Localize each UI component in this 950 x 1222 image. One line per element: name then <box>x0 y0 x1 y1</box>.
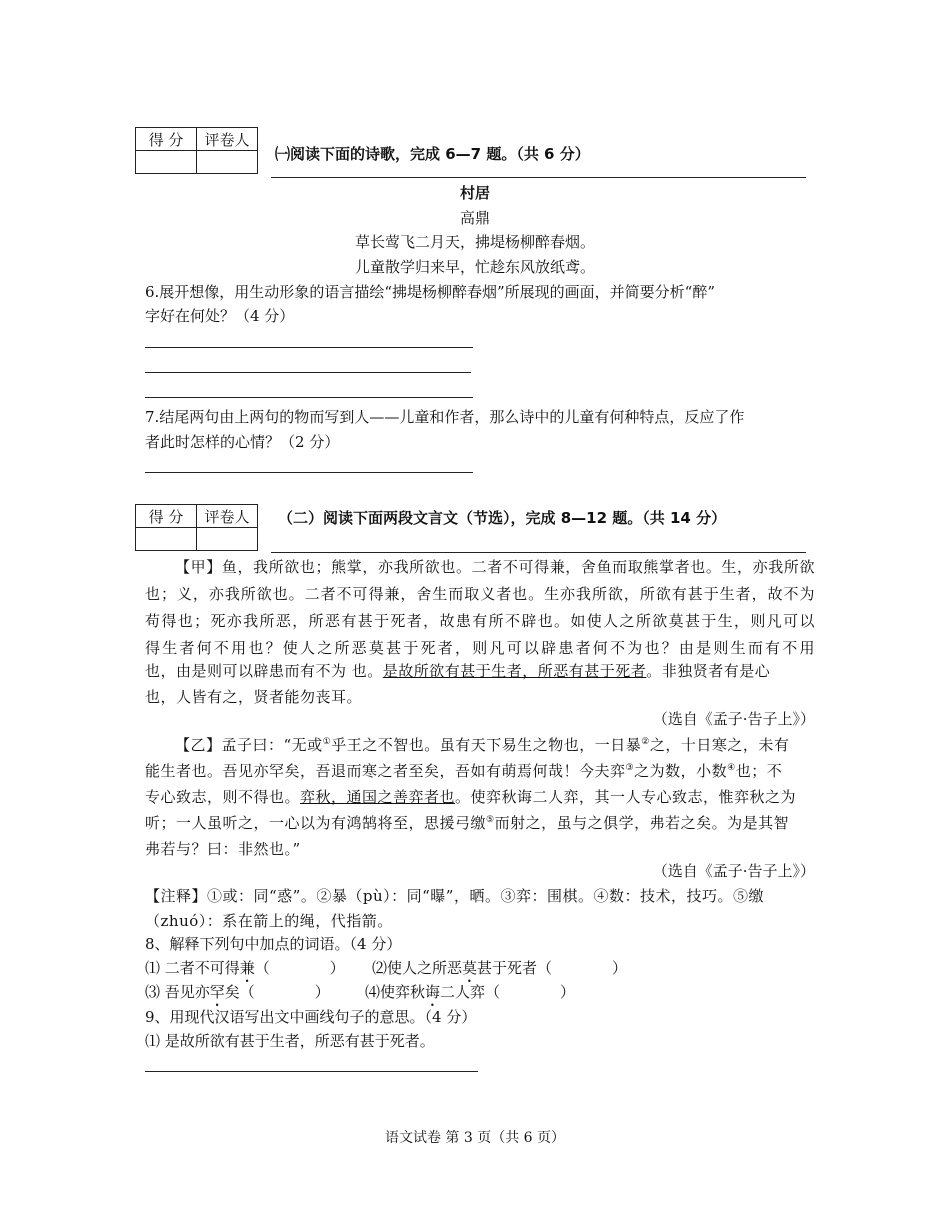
section2-rule <box>271 552 806 553</box>
score-table-2 <box>135 504 258 551</box>
yi-text: 能生者也。吾见亦罕矣，吾退而寒之者至矣，吾如有萌焉何哉！今夫弈③之为数，小数④也；不 <box>145 762 783 780</box>
score-label: 得 分 <box>136 128 197 151</box>
q8-item-1: ⑴ 二者不可得兼（ ） <box>145 959 345 977</box>
answer-line[interactable] <box>145 372 471 373</box>
grader-cell[interactable] <box>197 528 258 551</box>
grader-label: 评卷人 <box>197 128 258 151</box>
q6-text: 字好在何处？（4 分） <box>145 307 295 325</box>
section1-rule <box>271 177 806 178</box>
answer-line[interactable] <box>145 347 473 348</box>
q8-item-2: ⑵使人之所恶莫甚于死者（ ） <box>372 959 628 977</box>
score-label: 得 分 <box>136 505 197 528</box>
dotted-word: 诲 <box>425 983 441 1001</box>
source-yi: （选自《孟子·告子上》） <box>652 862 815 880</box>
q9-item-1: ⑴ 是故所欲有甚于生者，所恶有甚于死者。 <box>145 1032 435 1050</box>
q7-text: 7.结尾两句由上两句的物而写到人——儿童和作者，那么诗中的儿童有何种特点，反应了作 <box>145 408 745 426</box>
score-cell[interactable] <box>136 528 197 551</box>
grader-cell[interactable] <box>197 151 258 174</box>
poem-line: 草长莺飞二月天，拂堤杨柳醉春烟。 <box>354 233 595 251</box>
section2-title: （二）阅读下面两段文言文（节选），完成 8—12 题。（共 14 分） <box>278 509 727 527</box>
yi-text: 听；一人虽听之，一心以为有鸿鹄将至，思援弓缴⑤而射之，虽与之俱学，弗若之矣。为是其智 <box>145 814 790 832</box>
jia-text: 苟得也；死亦我所恶，所恶有甚于死者，故患有所不辟也。如使人之所欲莫甚于生，则凡可以 <box>145 612 815 630</box>
yi-text: 弗若与？曰：非然也。” <box>145 840 301 858</box>
dotted-word: 罕 <box>209 983 225 1001</box>
source-jia: （选自《孟子·告子上》） <box>652 710 815 728</box>
poem-line: 儿童散学归来早，忙趁东风放纸鸢。 <box>354 258 595 276</box>
answer-line[interactable] <box>145 472 473 473</box>
q8-title: 8、解释下列句中加点的词语。（4 分） <box>145 935 402 953</box>
notes-text: 【注释】①或：同“惑”。②暴（pù）：同“曝”，晒。③弈：围棋。④数：技术，技巧。⑤缴 <box>145 887 764 905</box>
poem-author: 高鼎 <box>459 209 490 227</box>
jia-text: 【甲】鱼，我所欲也；熊掌，亦我所欲也。二者不可得兼，舍鱼而取熊掌者也。生，亦我所欲 <box>175 558 815 576</box>
q8-item-4: ⑷使弈秋诲二人弈（ ） <box>365 983 576 1001</box>
section1-title: ㈠阅读下面的诗歌，完成 6—7 题。（共 6 分） <box>275 145 590 163</box>
jia-text: 也，人皆有之，贤者能勿丧耳。 <box>145 688 363 706</box>
grader-label: 评卷人 <box>197 505 258 528</box>
score-cell[interactable] <box>136 151 197 174</box>
answer-line[interactable] <box>145 1071 478 1072</box>
q6-text: 6.展开想像，用生动形象的语言描绘“拂堤杨柳醉春烟”所展现的画面，并简要分析“醉” <box>145 283 715 301</box>
jia-text: 得生者何不用也？使人之所恶莫甚于死者，则凡可以辟患者何不为也？由是则生而有不用 <box>145 639 815 657</box>
q9-title: 9、用现代汉语写出文中画线句子的意思。（4 分） <box>145 1008 477 1026</box>
jia-text: 也；义，亦我所欲也。二者不可得兼，舍生而取义者也。生亦我所欲，所欲有甚于生者，故不为 <box>145 585 815 603</box>
yi-text: 专心致志，则不得也。弈秋，通国之善弈者也。使弈秋诲二人弈，其一人专心致志，惟弈秋之为 <box>145 788 797 806</box>
underlined-sentence: 是故所欲有甚于生者，所恶有甚于死者 <box>382 662 647 680</box>
dotted-word: 莫 <box>462 959 478 977</box>
poem-title: 村居 <box>459 184 490 202</box>
yi-text: 【乙】孟子曰：“无或①乎王之不智也。虽有天下易生之物也，一日暴②之，十日寒之，未有 <box>175 736 790 754</box>
jia-text: 也，由是则可以辟患而有不为 也。是故所欲有甚于生者，所恶有甚于死者。非独贤者有是心 <box>145 662 771 680</box>
answer-line[interactable] <box>145 397 473 398</box>
notes-text: （zhuó）：系在箭上的绳，代指箭。 <box>145 912 393 930</box>
q8-item-3: ⑶ 吾见亦罕矣（ ） <box>145 983 330 1001</box>
q7-text: 者此时怎样的心情？（2 分） <box>145 433 340 451</box>
page-footer: 语文试卷 第 3 页（共 6 页） <box>384 1130 566 1146</box>
underlined-sentence: 弈秋，通国之善弈者也 <box>300 788 456 806</box>
score-table-1 <box>135 127 258 174</box>
dotted-word: 兼 <box>239 959 255 977</box>
